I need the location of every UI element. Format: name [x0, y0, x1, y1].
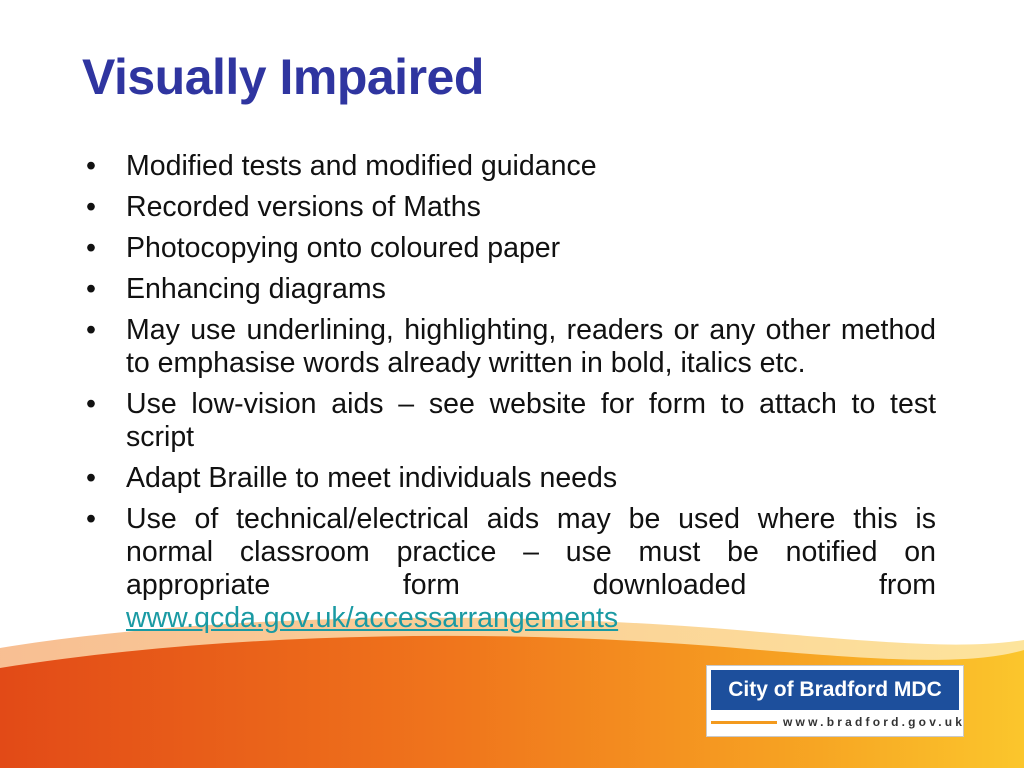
- logo-banner: [711, 670, 959, 710]
- logo-website: www.bradford.gov.uk: [783, 715, 966, 729]
- bullet-item: [84, 191, 936, 224]
- bullet-text: Use low-vision aids – see website for form to attach to test script: [126, 388, 936, 453]
- bullet-marker: •: [86, 388, 96, 420]
- bullet-marker: •: [86, 273, 96, 305]
- bullet-marker: •: [86, 503, 96, 535]
- bullet-list: [84, 150, 936, 643]
- bullet-item: [84, 462, 936, 495]
- bullet-item: [84, 314, 936, 380]
- bullet-item: [84, 232, 936, 265]
- bullet-text: May use underlining, highlighting, readers or any other method to emphasise words already written in bold, italics etc.: [126, 314, 936, 379]
- bullet-text: Enhancing diagrams: [126, 273, 386, 305]
- bullet-text: Recorded versions of Maths: [126, 191, 481, 223]
- bullet-text: Modified tests and modified guidance: [126, 150, 597, 182]
- bullet-item: [84, 150, 936, 183]
- bullet-marker: •: [86, 462, 96, 494]
- logo-name: City of Bradford MDC: [728, 678, 942, 701]
- bullet-item: [84, 388, 936, 454]
- qcda-access-arrangements-link[interactable]: www.qcda.gov.uk/accessarrangements: [126, 602, 619, 634]
- bullet-marker: •: [86, 191, 96, 223]
- bullet-text: Photocopying onto coloured paper: [126, 232, 561, 264]
- bullet-text: Use of technical/electrical aids may be used where this is normal classroom practice – use must be notified on appropriate form downloaded from: [126, 503, 936, 601]
- slide-title: Visually Impaired: [82, 49, 484, 105]
- logo-footer: [711, 712, 966, 732]
- bullet-text: Adapt Braille to meet individuals needs: [126, 462, 618, 494]
- bullet-item: [84, 273, 936, 306]
- bullet-marker: •: [86, 150, 96, 182]
- bullet-marker: •: [86, 232, 96, 264]
- logo-orange-bar: [711, 721, 777, 724]
- bullet-item: [84, 503, 936, 635]
- city-of-bradford-logo: [706, 665, 964, 737]
- bullet-marker: •: [86, 314, 96, 346]
